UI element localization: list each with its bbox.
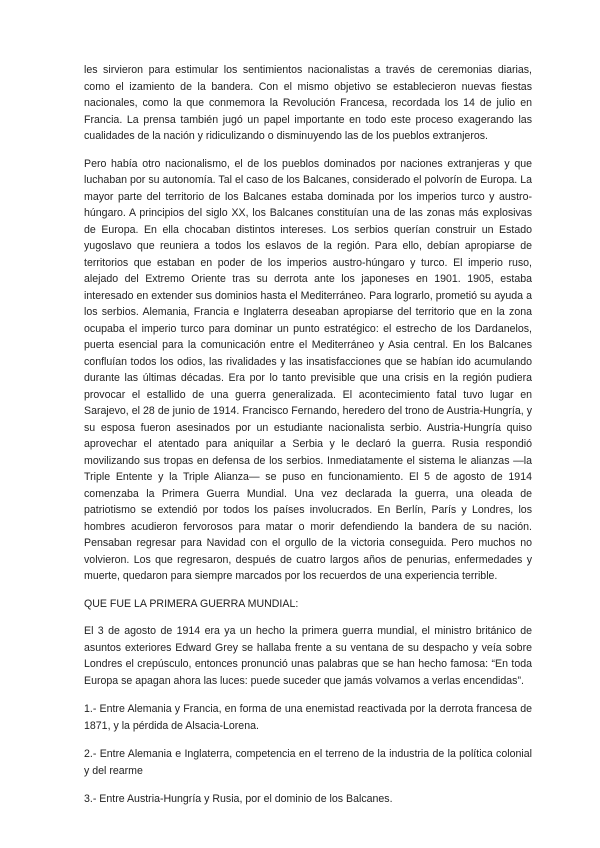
paragraph-nationalism-intro: les sirvieron para estimular los sentimientos nacionalistas a través de ceremonias diarias, como el izamiento de la bandera. Con el mismo objetivo se establecieron nuevas fiestas nacionales, como la que conmemora la Revolución Francesa, recordada los 14 de julio en Francia. La prensa también jugó un papel importante en todo este proceso exagerando las cualidades de la nación y ridiculizando o disminuyendo las de los pueblos extranjeros.: [84, 64, 532, 142]
list-item: 2.- Entre Alemania e Inglaterra, competencia en el terreno de la industria de la política colonial y del rearme: [84, 748, 532, 777]
document-body: [84, 62, 532, 820]
section-heading: QUE FUE LA PRIMERA GUERRA MUNDIAL:: [84, 597, 299, 610]
paragraph-balkans: Pero había otro nacionalismo, el de los pueblos dominados por naciones extranjeras y que luchaban por su autonomía. Tal el caso de los Balcanes, considerado el polvorín de Europa. La mayor parte del territorio de los Balcanes estaba dominada por los imperios turco y austro-húngaro. A principios del siglo XX, los Balcanes constituían una de las zonas más explosivas de Europa. En ella chocaban distintos intereses. Los serbios querían construir un Estado yugoslavo que reuniera a todos los eslavos de la región. Para ello, debían apropiarse de territorios que estaban en poder de los imperios austro-húngaro y turco. El imperio ruso, alejado del Extremo Oriente tras su derrota ante los japoneses en 1901. 1905, estaba interesado en extender sus dominios hasta el Mediterráneo. Para lograrlo, prometió su ayuda a los serbios. Alemania, Francia e Inglaterra deseaban apropiarse del territorio que en la zona ocupaba el imperio turco para dominar un punto estratégico: el estrecho de los Dardanelos, puerta esencial para la comunicación entre el Mediterráneo y Asia central. En los Balcanes confluían todos los odios, las rivalidades y las insatisfacciones que se habían ido acumulando durante las últimas décadas. Era por lo tanto previsible que una crisis en la región pudiera provocar el estallido de una guerra generalizada. El acontecimiento fatal tuvo lugar en Sarajevo, el 28 de junio de 1914. Francisco Fernando, heredero del trono de Austria-Hungría, y su esposa fueron asesinados por un estudiante nacionalista serbio. Austria-Hungría quiso aprovechar el atentado para aniquilar a Serbia y le declaró la guerra. Rusia respondió movilizando sus tropas en defensa de los serbios. Inmediatamente el sistema le alianzas —la Triple Entente y la Triple Alianza— se puso en funcionamiento. El 5 de agosto de 1914 comenzaba la Primera Guerra Mundial. Una vez declarada la guerra, una oleada de patriotismo se extendió por todos los países involucrados. En Berlín, París y Londres, los hombres acudieron fervorosos para matar o morir defendiendo la bandera de su nación. Pensaban regresar para Navidad con el orgullo de la victoria conseguida. Pero muchos no volvieron. Los que regresaron, después de cuatro largos años de penurias, enfermedades y muerte, quedaron para siempre marcados por los recuerdos de una experiencia terrible.: [84, 157, 532, 582]
list-item: 1.- Entre Alemania y Francia, en forma de una enemistad reactivada por la derrota francesa de 1871, y la pérdida de Alsacia-Lorena.: [84, 703, 532, 732]
list-item: 3.- Entre Austria-Hungría y Rusia, por el dominio de los Balcanes.: [84, 793, 393, 805]
paragraph-edward-grey: El 3 de agosto de 1914 era ya un hecho la primera guerra mundial, el ministro británico de asuntos exteriores Edward Grey se hallaba frente a su ventana de su despacho y veía sobre Londres el crepúsculo, entonces pronunció unas palabras que se han hecho famosa: “En toda Europa se apagan ahora las luces: puede suceder que jamás volvamos a verlas encendidas”.: [84, 625, 532, 687]
